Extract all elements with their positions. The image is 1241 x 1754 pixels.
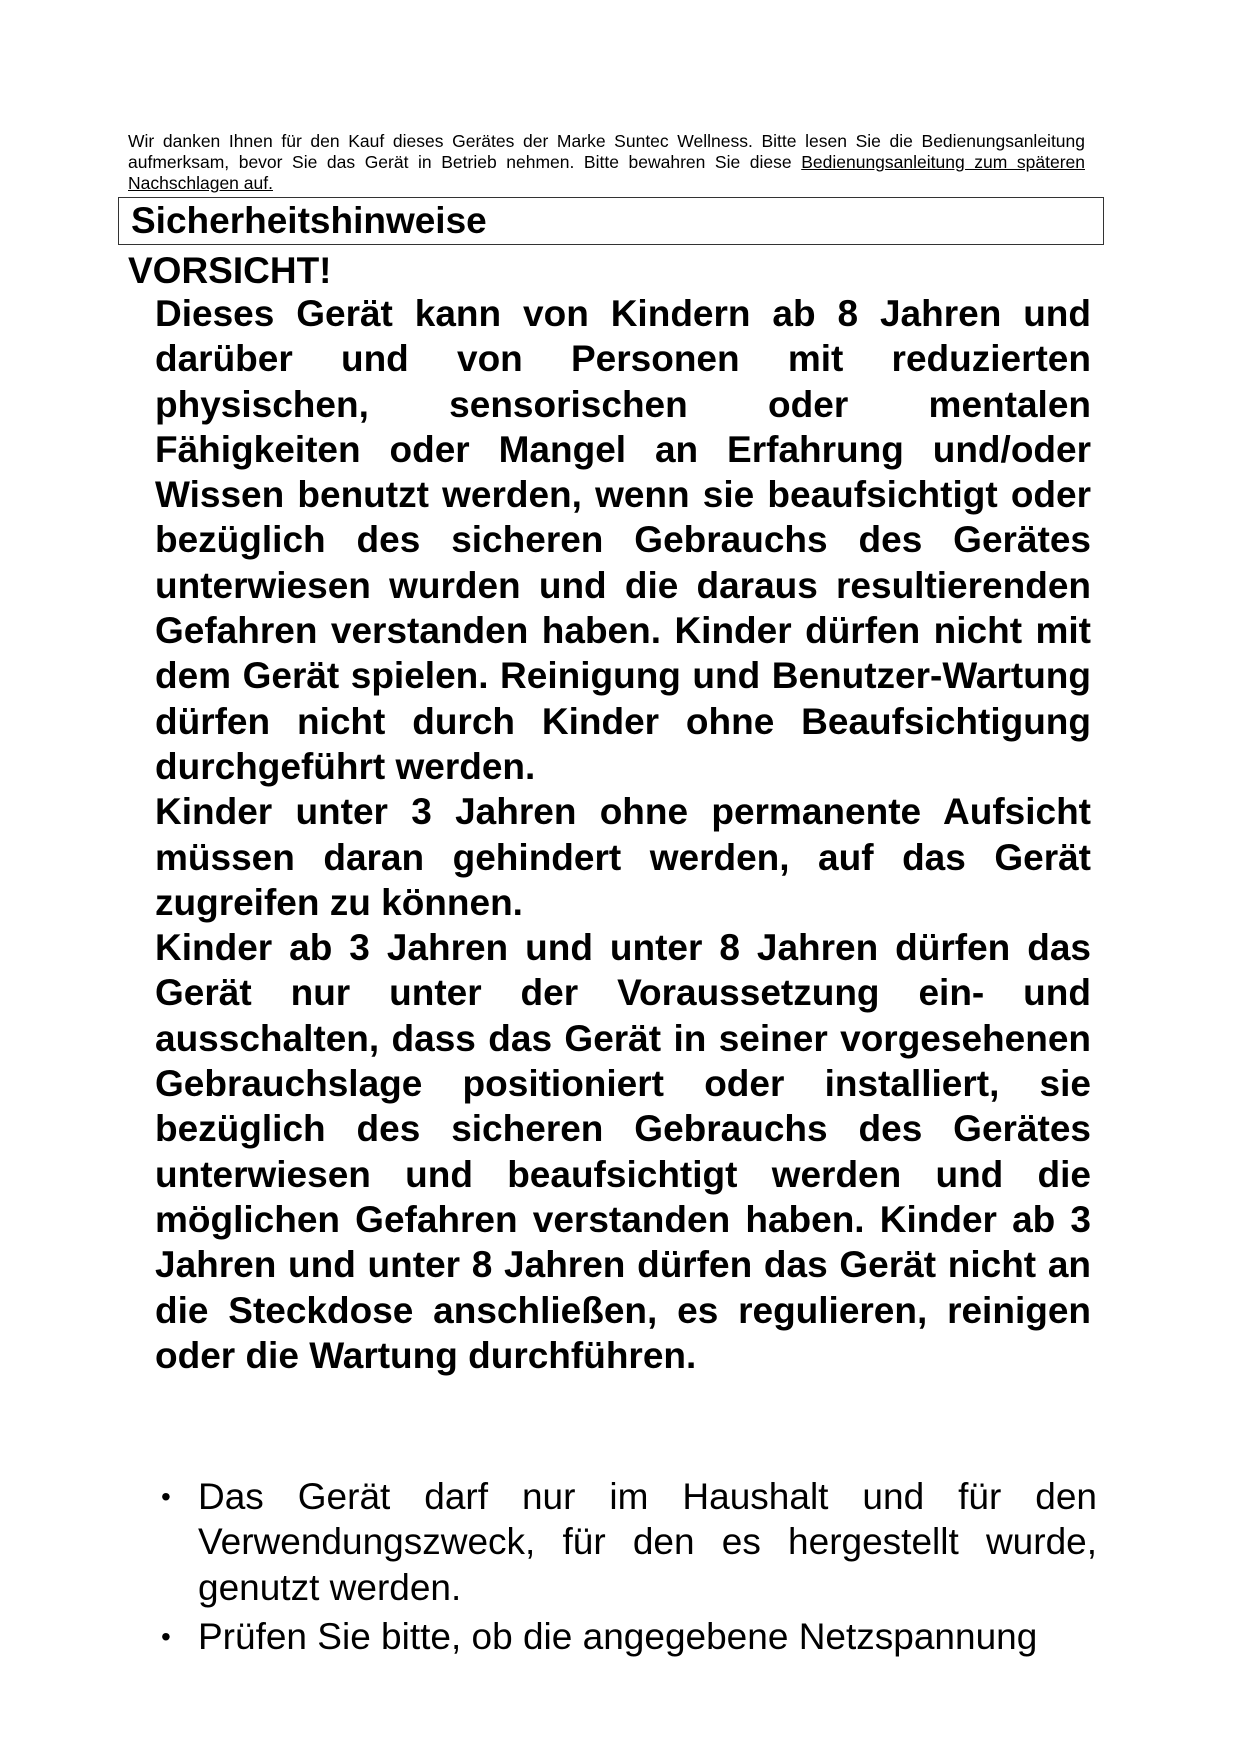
warning-paragraph-2: Kinder unter 3 Jahren ohne permanente Aufsicht müssen daran gehindert werden, auf das Gerät zugreifen zu können.: [155, 791, 1091, 923]
caution-heading: VORSICHT!: [128, 250, 332, 291]
intro-text: Wir danken Ihnen für den Kauf dieses Gerätes der Marke Suntec Wellness. Bitte lesen Sie die Bedienungsanleitung aufmerksam, bevor Sie das Gerät in Betrieb nehmen. Bitte bewahren Sie diese: [128, 131, 1085, 172]
list-item: [155, 1614, 1097, 1659]
list-item: [155, 1474, 1097, 1610]
section-header-box: [118, 197, 1104, 245]
bullet-dot-icon: •: [161, 1481, 171, 1512]
intro-paragraph: [128, 131, 1085, 194]
intro-text-end: Bedienungsanleitung zum späteren Nachschlagen auf.: [128, 152, 1085, 193]
bullet-text: Prüfen Sie bitte, ob die angegebene Netzspannung: [198, 1615, 1038, 1657]
warning-paragraph-3: Kinder ab 3 Jahren und unter 8 Jahren dürfen das Gerät nur unter der Voraussetzung ein- und ausschalten, dass das Gerät in seiner vorgesehenen Gebrauchslage positioniert oder installiert, sie bezüglich des sicheren Gebrauchs des Gerätes unterwiesen und beaufsichtigt werden und die möglichen Gefahren verstanden haben. Kinder ab 3 Jahren und unter 8 Jahren dürfen das Gerät nicht an die Steckdose anschließen, es regulieren, reinigen oder die Wartung durchführen.: [155, 927, 1091, 1376]
bullet-text: Das Gerät darf nur im Haushalt und für den Verwendungszweck, für den es hergestellt wurde, genutzt werden.: [198, 1476, 1097, 1608]
section-title: Sicherheitshinweise: [131, 200, 487, 241]
warning-block: [155, 291, 1091, 1378]
safety-bullet-list: [155, 1474, 1097, 1663]
bullet-dot-icon: •: [161, 1620, 171, 1652]
warning-paragraph-1: Dieses Gerät kann von Kindern ab 8 Jahren und darüber und von Personen mit reduzierten physischen, sensorischen oder mentalen Fähigkeiten oder Mangel an Erfahrung und/oder Wissen benutzt werden, wenn sie beaufsichtigt oder bezüglich des sicheren Gebrauchs des Gerätes unterwiesen wurden und die daraus resultierenden Gefahren verstanden haben. Kinder dürfen nicht mit dem Gerät spielen. Reinigung und Benutzer-Wartung dürfen nicht durch Kinder ohne Beaufsichtigung durchgeführt werden.: [155, 293, 1091, 787]
